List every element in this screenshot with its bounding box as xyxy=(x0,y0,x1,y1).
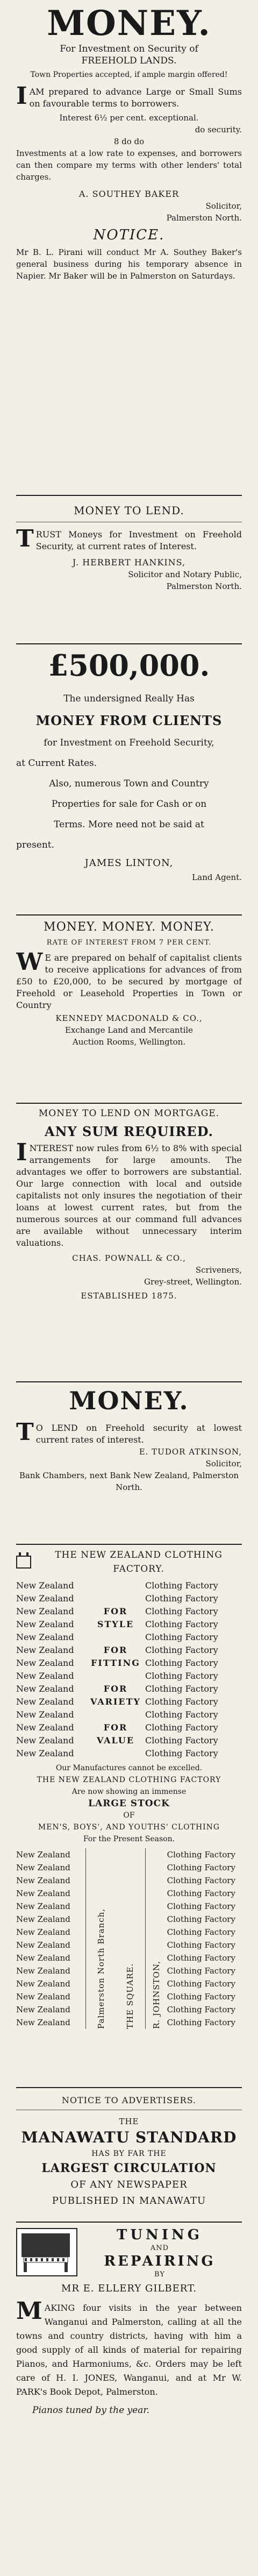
branch-right-row: Clothing Factory xyxy=(167,1901,235,1911)
ad-text: at Current Rates. xyxy=(16,758,97,769)
factory-row-left: New Zealand xyxy=(16,1671,74,1681)
branch-left xyxy=(16,1848,85,2029)
factory-row-left: New Zealand xyxy=(16,1606,74,1616)
factory-row-left: New Zealand xyxy=(16,1645,74,1655)
ad-text: AND xyxy=(150,2244,169,2252)
advertiser-name: CHAS. POWNALL & CO., xyxy=(72,1253,186,1263)
ad-mortgage-pownall xyxy=(16,1106,242,1302)
advertiser-role: Solicitor, xyxy=(205,1459,242,1468)
factory-row-mid xyxy=(86,1592,145,1605)
ad-text: 8 do do xyxy=(113,137,145,146)
factory-row-left: New Zealand xyxy=(16,1580,74,1591)
advertiser-role: Scriveners, xyxy=(195,1265,242,1275)
ad-text: RATE OF INTEREST FROM 7 PER CENT. xyxy=(46,939,212,947)
factory-row-mid xyxy=(86,1747,145,1760)
ad-notice-advertisers xyxy=(16,2094,242,2209)
branch-left-row: New Zealand xyxy=(16,1927,70,1937)
ad-text: present. xyxy=(16,840,55,850)
factory-row-mid xyxy=(86,1670,145,1683)
branch-right-row: Clothing Factory xyxy=(167,1992,235,2002)
factory-row-mid: FOR xyxy=(103,1722,128,1733)
factory-row-right: Clothing Factory xyxy=(145,1645,218,1655)
factory-row-left: New Zealand xyxy=(16,1722,74,1733)
branch-left-row: New Zealand xyxy=(16,1953,70,1963)
ad-text: LARGEST CIRCULATION xyxy=(41,2161,217,2175)
ad-money-to-lend-hankins xyxy=(16,502,242,592)
ad-text: MEN'S, BOYS', AND YOUTHS' CLOTHING xyxy=(38,1823,220,1832)
branch-left-row: New Zealand xyxy=(16,1966,70,1976)
advertiser-name: E. TUDOR ATKINSON, xyxy=(139,1447,242,1457)
advertiser-name: A. SOUTHEY BAKER xyxy=(78,189,180,199)
ad-text: THE NEW ZEALAND CLOTHING FACTORY xyxy=(37,1776,221,1784)
factory-row-right: Clothing Factory xyxy=(145,1619,218,1629)
divider xyxy=(16,914,242,916)
factory-row-left: New Zealand xyxy=(16,1735,74,1745)
divider xyxy=(16,2222,242,2223)
branch-right xyxy=(167,1848,242,2029)
factory-row-right: Clothing Factory xyxy=(145,1593,218,1603)
ad-body: Mr B. L. Pirani will conduct Mr A. Southey Baker's general business during his temporary absence in Napier. Mr Baker will be in Palmerston on Saturdays. xyxy=(16,247,242,281)
ad-body: IAM prepared to advance Large or Small Sums on favourable terms to borrowers. xyxy=(16,82,242,110)
branch-right-row: Clothing Factory xyxy=(167,1863,235,1872)
branch-text: R. JOHNSTON, xyxy=(151,1961,161,2029)
factory-icon xyxy=(16,1556,31,1569)
factory-row-mid: FOR xyxy=(103,1645,128,1655)
branch-left-row: New Zealand xyxy=(16,2005,70,2014)
factory-row-right: Clothing Factory xyxy=(145,1684,218,1694)
divider xyxy=(16,643,242,644)
ad-text: for Investment on Freehold Security, xyxy=(44,737,214,748)
ad-text: HAS BY FAR THE xyxy=(91,2149,167,2158)
ad-text: Properties for sale for Cash or on xyxy=(51,799,207,810)
divider xyxy=(16,1103,242,1104)
ad-title: NOTICE TO ADVERTISERS. xyxy=(61,2095,197,2105)
ad-text: Are now showing an immense xyxy=(71,1787,187,1796)
ad-piano-tuning xyxy=(16,2226,242,2416)
advertiser-role: Exchange Land and Mercantile xyxy=(64,1025,194,1035)
advertiser-name: KENNEDY MACDONALD & CO., xyxy=(55,1013,203,1023)
branch-left-row: New Zealand xyxy=(16,1863,70,1872)
signature: NOTICE. xyxy=(93,227,165,243)
factory-row-mid xyxy=(86,1631,145,1644)
branch-right-row: Clothing Factory xyxy=(167,1979,235,1989)
ad-clothing-factory xyxy=(16,1548,242,2029)
factory-row-mid: FITTING xyxy=(91,1658,140,1668)
ad-heading: ANY SUM REQUIRED. xyxy=(44,1124,214,1139)
factory-row-mid: VALUE xyxy=(96,1735,135,1745)
branch-right-row: Clothing Factory xyxy=(167,1876,235,1885)
branch-right-row: Clothing Factory xyxy=(167,1927,235,1937)
ad-text: MANAWATU STANDARD xyxy=(21,2128,237,2146)
ad-title: MONEY TO LEND ON MORTGAGE. xyxy=(38,1108,220,1119)
factory-row-left: New Zealand xyxy=(16,1709,74,1720)
factory-row-mid xyxy=(86,1579,145,1592)
divider xyxy=(16,1381,242,1382)
factory-row-left: New Zealand xyxy=(16,1619,74,1629)
branch-right-row: Clothing Factory xyxy=(167,1953,235,1963)
ad-note xyxy=(16,1762,242,1845)
factory-row-mid: STYLE xyxy=(97,1619,134,1629)
factory-row-right: Clothing Factory xyxy=(145,1671,218,1681)
branch-right-row: Clothing Factory xyxy=(167,1966,235,1976)
ad-title: REPAIRING xyxy=(104,2253,216,2269)
ad-title: £500,000. xyxy=(48,648,210,683)
branch-right-row: Clothing Factory xyxy=(167,2005,235,2014)
factory-row-right: Clothing Factory xyxy=(145,1580,218,1591)
divider xyxy=(16,2087,242,2088)
ad-title: TUNING xyxy=(117,2227,203,2243)
ad-title: THE NEW ZEALAND CLOTHING FACTORY. xyxy=(55,1550,223,1574)
branch-vertical xyxy=(146,1848,167,2029)
ad-body: TRUST Moneys for Investment on Freehold Security, at current rates of Interest. xyxy=(16,525,242,552)
ad-500000-linton xyxy=(16,648,242,883)
ad-text: Interest 6½ per cent. exceptional. xyxy=(59,113,199,123)
ad-text: LARGE STOCK xyxy=(88,1798,170,1809)
factory-row-left: New Zealand xyxy=(16,1632,74,1642)
ad-body: TO LEND on Freehold security at lowest current rates of interest. xyxy=(16,1418,242,1446)
branch-left-row: New Zealand xyxy=(16,1889,70,1898)
branch-left-row: New Zealand xyxy=(16,1979,70,1989)
ad-body: INTEREST now rules from 6½ to 8% with special arrangements for large amounts. The advantages we offer to borrowers are substantial. Our large connection with local and outside capitalists not only insures the negotiation of their loans at lowest current rates, but from the numerous sources at our command full advances are available without unnecessary interim valuations. xyxy=(16,1139,242,1248)
ad-title: MONEY. MONEY. MONEY. xyxy=(44,920,214,934)
factory-row-mid: FOR xyxy=(103,1606,128,1616)
branch-text: THE SQUARE. xyxy=(125,1963,135,2029)
ad-text: Also, numerous Town and Country xyxy=(49,778,209,789)
advertiser-name: MR E. ELLERY GILBERT. xyxy=(61,2283,197,2294)
branch-vertical xyxy=(85,1848,145,2029)
factory-row-left: New Zealand xyxy=(16,1658,74,1668)
ad-subtitle: For Investment on Security of xyxy=(60,44,198,54)
advertiser-place: Bank Chambers, next Bank New Zealand, Palmerston North. xyxy=(19,1471,239,1492)
ad-text: For the Present Season. xyxy=(83,1835,175,1843)
factory-row-right: Clothing Factory xyxy=(145,1606,218,1616)
ad-money-macdonald xyxy=(16,918,242,1048)
factory-row-mid: VARIETY xyxy=(90,1697,141,1707)
branch-left-row: New Zealand xyxy=(16,1901,70,1911)
factory-row-mid xyxy=(86,1708,145,1721)
branch-right-row: Clothing Factory xyxy=(167,1889,235,1898)
branch-right-row: Clothing Factory xyxy=(167,1850,235,1860)
factory-row-left: New Zealand xyxy=(16,1748,74,1758)
branch-left-row: New Zealand xyxy=(16,1914,70,1924)
ad-text: do security. xyxy=(195,125,242,134)
branch-block xyxy=(16,1848,242,2029)
branch-left-row: New Zealand xyxy=(16,1992,70,2002)
ad-text: Town Properties accepted, if ample margin offered! xyxy=(30,70,228,79)
ad-text: The undersigned Really Has xyxy=(63,693,195,704)
ad-text: BY xyxy=(154,2270,165,2279)
factory-row-mid: FOR xyxy=(103,1684,128,1694)
factory-row-right: Clothing Factory xyxy=(145,1632,218,1642)
ad-title: MONEY TO LEND. xyxy=(74,504,184,517)
advertiser-role: Solicitor, xyxy=(205,201,242,211)
advertiser-place: Palmerston North. xyxy=(166,581,242,591)
ad-text: OF xyxy=(123,1811,135,1820)
ad-text: Our Manufactures cannot be excelled. xyxy=(55,1764,203,1772)
factory-row-right: Clothing Factory xyxy=(145,1748,218,1758)
ad-title: MONEY. xyxy=(69,1386,189,1415)
advertiser-place: Grey-street, Wellington. xyxy=(144,1277,242,1287)
ad-money-southey-baker xyxy=(16,4,242,282)
piano-illustration xyxy=(17,2229,74,2273)
ad-title: MONEY. xyxy=(47,4,211,44)
branch-right-row: Clothing Factory xyxy=(167,1940,235,1950)
factory-row-right: Clothing Factory xyxy=(145,1709,218,1720)
ad-text: PUBLISHED IN MANAWATU xyxy=(52,2195,206,2206)
factory-row-left: New Zealand xyxy=(16,1697,74,1707)
factory-row-left: New Zealand xyxy=(16,1593,74,1603)
ad-money-atkinson xyxy=(16,1385,242,1493)
branch-right-row: Clothing Factory xyxy=(167,1914,235,1924)
factory-row-right: Clothing Factory xyxy=(145,1735,218,1745)
branch-left-row: New Zealand xyxy=(16,2018,70,2027)
ad-text: MONEY FROM CLIENTS xyxy=(35,713,223,728)
ad-subtitle: FREEHOLD LANDS. xyxy=(81,55,177,66)
branch-right-row: Clothing Factory xyxy=(167,2018,235,2027)
ad-text: THE xyxy=(119,2117,139,2126)
branch-left-row: New Zealand xyxy=(16,1940,70,1950)
ad-body: MAKING four visits in the year between Wanganui and Palmerston, calling at all the towns and country districts, having with him a good supply of all kinds of material for repairing Pianos, and Harmoniums, &c. Orders may be left care of H. I. JONES, Wanganui, and at Mr W. PARK's Book Depot, Palmerston. xyxy=(16,2297,242,2397)
factory-row-right: Clothing Factory xyxy=(145,1697,218,1707)
piano-icon xyxy=(16,2228,77,2276)
ad-body: Investments at a low rate to expenses, and borrowers can then compare my terms with other lenders' total charges. xyxy=(16,148,242,182)
advertiser-name: JAMES LINTON, xyxy=(84,857,174,869)
branch-left-row: New Zealand xyxy=(16,1850,70,1860)
factory-row-right: Clothing Factory xyxy=(145,1722,218,1733)
ad-body: WE are prepared on behalf of capitalist clients to receive applications for advances of from £50 to £20,000, to be secured by mortgage of Freehold or Leasehold Properties in Town or Country xyxy=(16,948,242,1010)
branch-left-row: New Zealand xyxy=(16,1876,70,1885)
divider xyxy=(16,1544,242,1545)
ad-text: OF ANY NEWSPAPER xyxy=(70,2179,188,2190)
established: ESTABLISHED 1875. xyxy=(81,1291,177,1301)
ad-text: Terms. More need not be said at xyxy=(54,819,204,830)
factory-row-right: Clothing Factory xyxy=(145,1658,218,1668)
ad-footer: Pianos tuned by the year. xyxy=(32,2405,149,2416)
advertiser-place: Palmerston North. xyxy=(166,213,242,223)
advertiser-role: Solicitor and Notary Public, xyxy=(128,570,242,579)
branch-text: Palmerston North Branch, xyxy=(96,1908,106,2029)
factory-row-left: New Zealand xyxy=(16,1684,74,1694)
advertiser-role: Land Agent. xyxy=(192,872,242,882)
divider xyxy=(16,495,242,496)
advertiser-place: Auction Rooms, Wellington. xyxy=(72,1037,186,1047)
advertiser-name: J. HERBERT HANKINS, xyxy=(72,557,186,567)
factory-grid xyxy=(16,1579,242,1760)
